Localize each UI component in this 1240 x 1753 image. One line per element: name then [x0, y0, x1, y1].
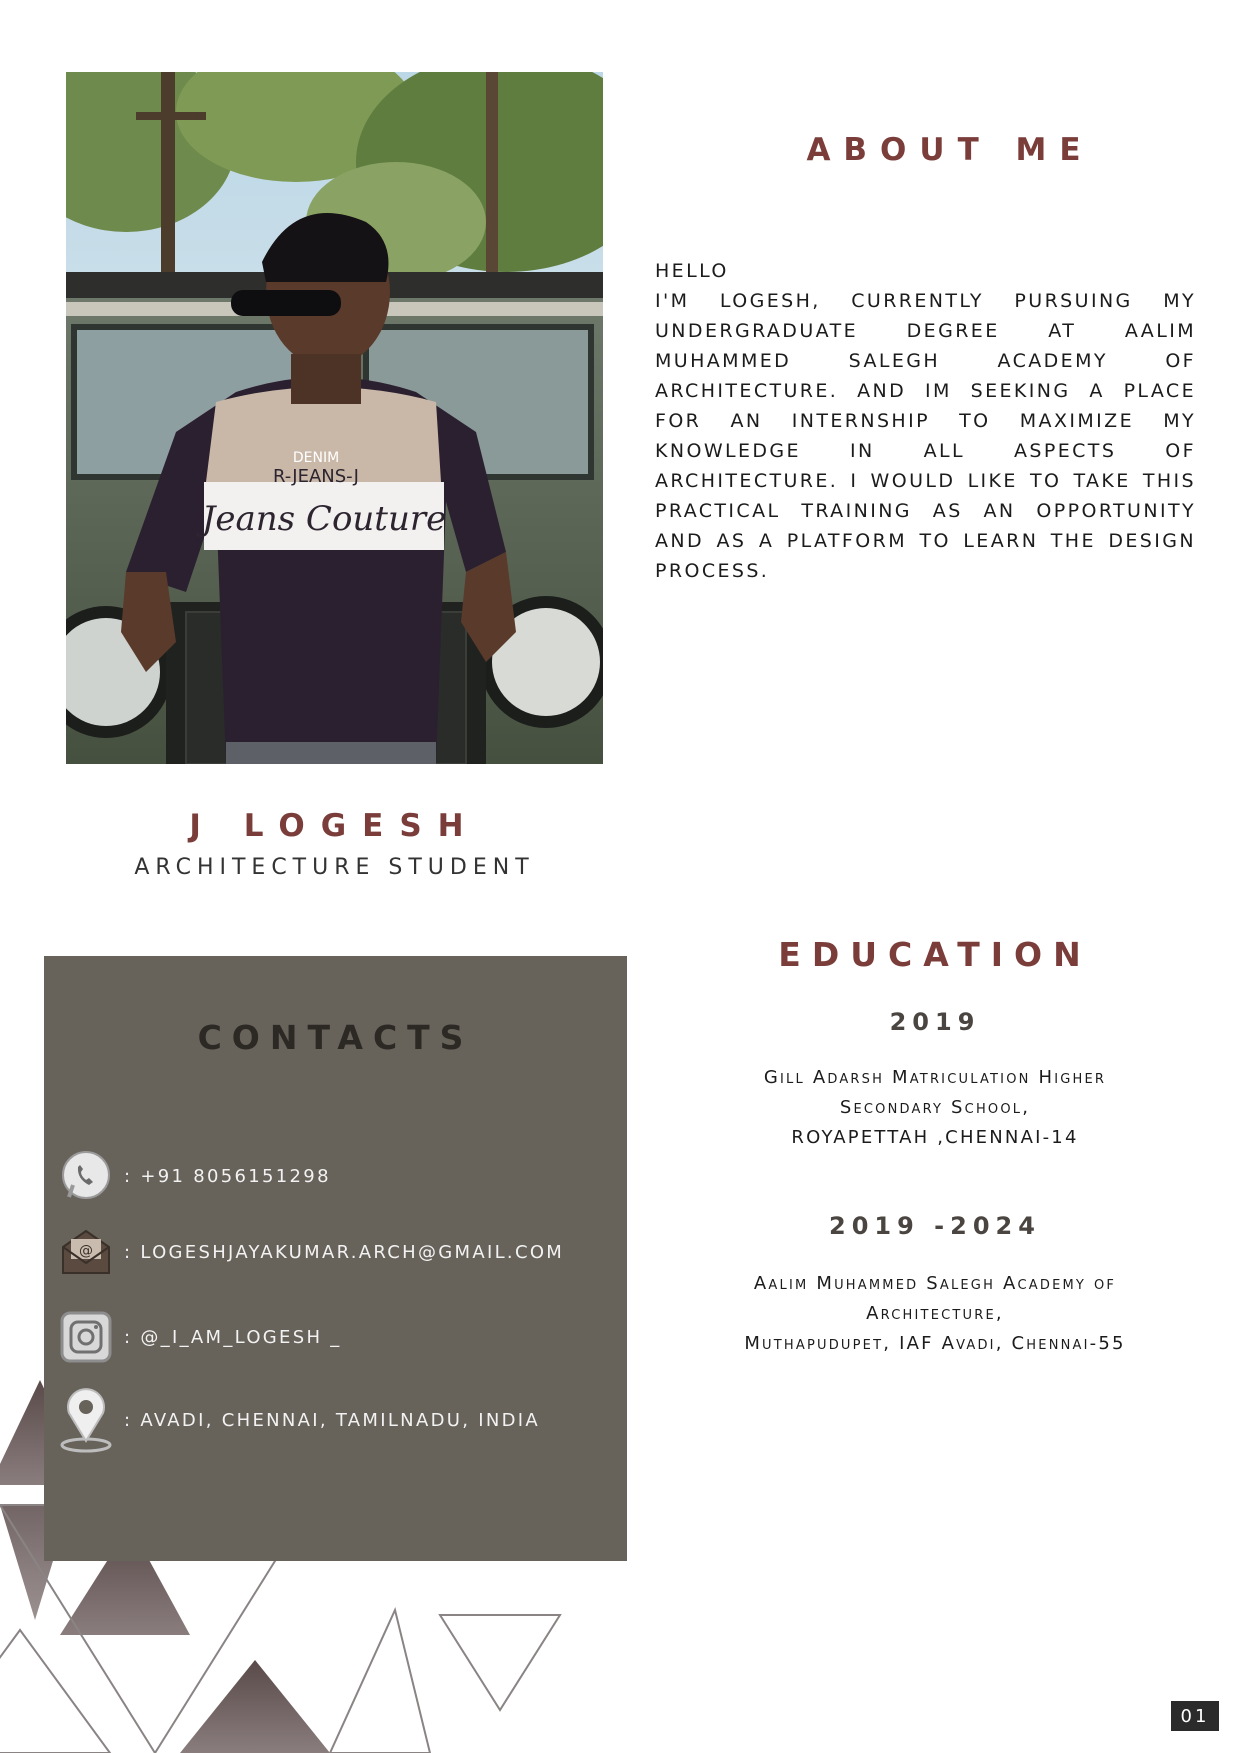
instagram-icon	[58, 1309, 114, 1365]
location-pin-icon	[58, 1392, 114, 1448]
contact-location-text: : AVADI, CHENNAI, TAMILNADU, INDIA	[124, 1409, 540, 1431]
contact-instagram-text: : @_I_AM_LOGESH _	[124, 1326, 342, 1348]
contact-phone[interactable]	[58, 1148, 331, 1204]
education-school-2-line2: Architecture,	[866, 1303, 1004, 1324]
triangle-outline	[440, 1615, 560, 1710]
profile-role: ARCHITECTURE STUDENT	[134, 855, 535, 880]
education-school-1	[650, 1063, 1220, 1153]
education-school-2	[650, 1269, 1220, 1359]
about-paragraph: I'M LOGESH, CURRENTLY PURSUING MY UNDERGRADUATE DEGREE AT AALIM MUHAMMED SALEGH ACADEMY OF ARCHITECTURE. AND IM SEEKING A PLACE FOR AN INTERNSHIP TO MAXIMIZE MY KNOWLEDGE IN ALL ASPECTS OF ARCHITECTURE. I WOULD LIKE TO TAKE THIS PRACTICAL TRAINING AS AN OPPORTUNITY AND AS A PLATFORM TO LEARN THE DESIGN PROCESS.	[655, 290, 1196, 582]
profile-name: J LOGESH	[189, 808, 480, 844]
shirt-text-top: DENIM	[292, 450, 340, 466]
about-me-body	[655, 256, 1196, 586]
profile-photo	[66, 72, 603, 764]
shirt-text-brand: R-JEANS-J	[273, 466, 359, 487]
contact-email[interactable]	[58, 1224, 564, 1280]
education-school-1-line2: Secondary School,	[839, 1097, 1031, 1118]
triangle-outline	[330, 1610, 430, 1753]
shirt-text-script: Jeans Couture	[201, 499, 447, 539]
contact-location[interactable]	[58, 1392, 540, 1448]
page-number: 01	[1171, 1701, 1219, 1731]
about-greeting: HELLO	[655, 260, 729, 282]
triangle-filled	[180, 1660, 330, 1753]
education-school-1-line1: Gill Adarsh Matriculation Higher	[763, 1067, 1107, 1088]
education-title: EDUCATION	[778, 935, 1092, 974]
triangle-outline	[0, 1630, 110, 1753]
education-year-2: 2019 -2024	[829, 1212, 1041, 1240]
education-school-1-line3: ROYAPETTAH ,CHENNAI-14	[791, 1127, 1079, 1148]
whatsapp-icon	[58, 1148, 114, 1204]
email-icon	[58, 1224, 114, 1280]
contact-phone-text: : +91 8056151298	[124, 1165, 331, 1187]
contact-instagram[interactable]	[58, 1309, 342, 1365]
education-school-2-line3: Muthapudupet, IAF Avadi, Chennai-55	[744, 1333, 1126, 1354]
about-me-title: ABOUT ME	[806, 132, 1094, 168]
contacts-title: CONTACTS	[197, 1018, 474, 1057]
education-school-2-line1: Aalim Muhammed Salegh Academy of	[753, 1273, 1117, 1294]
education-year-1: 2019	[889, 1008, 981, 1036]
svg-text:@: @	[79, 1243, 93, 1259]
contact-email-text: : LOGESHJAYAKUMAR.ARCH@GMAIL.COM	[124, 1241, 565, 1263]
